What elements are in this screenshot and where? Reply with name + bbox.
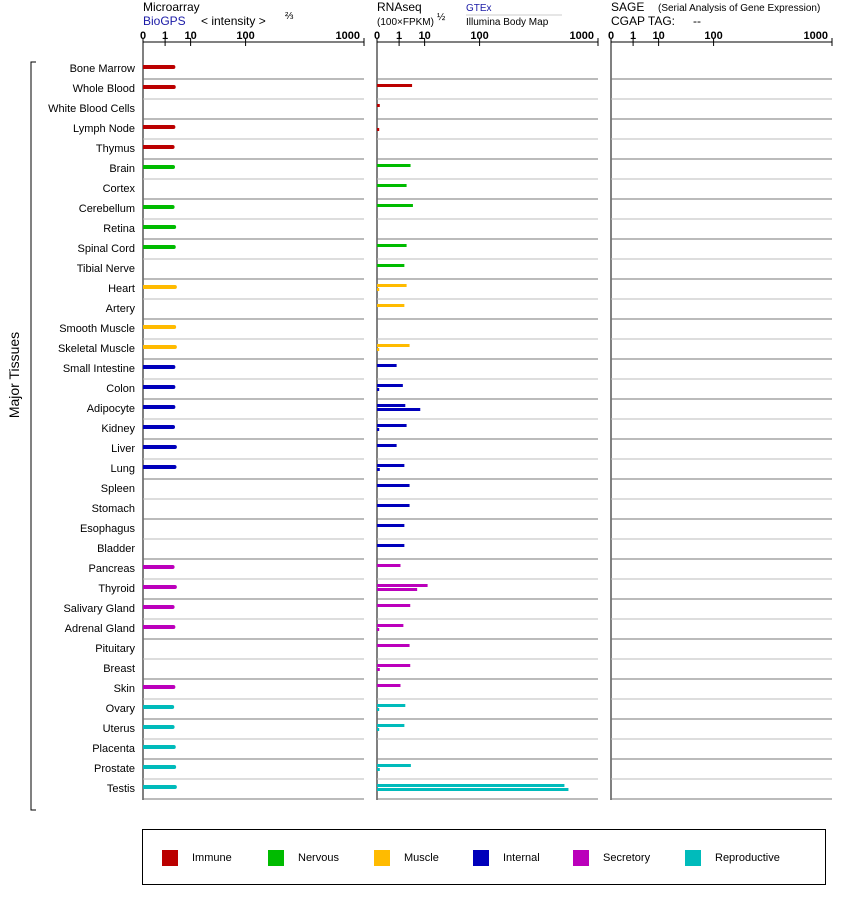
legend-item-nervous bbox=[268, 850, 339, 866]
rnaseq-unit-label: (100×FPKM) bbox=[377, 17, 434, 28]
biogps-bar bbox=[143, 625, 173, 629]
tissue-label[interactable]: Cortex bbox=[102, 183, 135, 195]
rnaseq-title: RNAseq bbox=[377, 0, 422, 14]
tissue-label[interactable]: Salivary Gland bbox=[63, 603, 135, 615]
tissue-label[interactable]: Ovary bbox=[105, 703, 135, 715]
biogps-bar-cap bbox=[171, 565, 175, 569]
gtex-bar bbox=[377, 524, 404, 527]
biogps-bar bbox=[143, 725, 173, 729]
biogps-bar bbox=[143, 125, 173, 129]
gtex-bar bbox=[377, 584, 428, 587]
illumina-bar bbox=[377, 428, 379, 431]
gtex-bar bbox=[377, 564, 400, 567]
biogps-bar-cap bbox=[173, 285, 177, 289]
legend-swatch bbox=[374, 850, 390, 866]
gtex-bar bbox=[377, 404, 405, 407]
gtex-bar bbox=[377, 164, 411, 167]
tissue-label[interactable]: Whole Blood bbox=[72, 83, 135, 95]
microarray-tick-label: 0 bbox=[139, 30, 147, 42]
biogps-bar bbox=[143, 685, 173, 689]
biogps-bar bbox=[143, 425, 173, 429]
tissue-label[interactable]: Prostate bbox=[94, 763, 135, 775]
illumina-bar bbox=[377, 788, 568, 791]
legend-item-reproductive bbox=[685, 850, 780, 866]
biogps-bar bbox=[143, 345, 175, 349]
tissue-label[interactable]: Breast bbox=[103, 663, 135, 675]
rnaseq-tick-label: 1000 bbox=[569, 30, 594, 42]
legend-label: Immune bbox=[192, 852, 232, 864]
biogps-bar-cap bbox=[171, 145, 175, 149]
illumina-bar bbox=[377, 348, 379, 351]
legend-swatch bbox=[473, 850, 489, 866]
tissue-label[interactable]: Adrenal Gland bbox=[64, 623, 135, 635]
rnaseq-tick-label: 0 bbox=[373, 30, 381, 42]
gtex-source-label[interactable]: GTEx bbox=[466, 3, 492, 14]
sage-tick-label: 10 bbox=[652, 30, 665, 42]
gtex-bar bbox=[377, 384, 403, 387]
illumina-source-label: Illumina Body Map bbox=[466, 17, 549, 28]
sage-tick-label: 1 bbox=[630, 30, 637, 42]
legend-item-muscle bbox=[374, 850, 439, 866]
biogps-bar bbox=[143, 385, 173, 389]
intensity-scale-exponent: ⅔ bbox=[285, 11, 294, 22]
microarray-tick-label: 1000 bbox=[335, 30, 360, 42]
tissue-label[interactable]: Placenta bbox=[92, 743, 135, 755]
biogps-bar bbox=[143, 785, 175, 789]
biogps-bar bbox=[143, 165, 173, 169]
cgap-tag-value: -- bbox=[693, 14, 701, 28]
sage-tick-label: 100 bbox=[704, 30, 723, 42]
gtex-bar bbox=[377, 484, 410, 487]
illumina-bar bbox=[377, 708, 379, 711]
biogps-bar bbox=[143, 565, 173, 569]
legend-item-immune bbox=[162, 850, 232, 866]
biogps-bar-cap bbox=[171, 205, 175, 209]
illumina-bar bbox=[377, 728, 379, 731]
biogps-bar bbox=[143, 405, 173, 409]
biogps-bar-cap bbox=[171, 625, 175, 629]
gtex-bar bbox=[377, 464, 404, 467]
rnaseq-tick-label: 10 bbox=[418, 30, 431, 42]
gtex-bar bbox=[377, 764, 411, 767]
gtex-bar bbox=[377, 724, 404, 727]
biogps-bar bbox=[143, 65, 173, 69]
tissue-label[interactable]: Uterus bbox=[102, 723, 135, 735]
gtex-bar bbox=[377, 424, 407, 427]
biogps-bar-cap bbox=[172, 765, 176, 769]
tissue-label[interactable]: Kidney bbox=[101, 423, 135, 435]
legend-item-internal bbox=[473, 850, 540, 866]
biogps-bar bbox=[143, 205, 173, 209]
illumina-bar bbox=[377, 128, 379, 131]
gtex-bar bbox=[377, 644, 410, 647]
biogps-bar bbox=[143, 365, 173, 369]
sage-subtitle: (Serial Analysis of Gene Expression) bbox=[658, 3, 821, 14]
tissue-label[interactable]: Retina bbox=[103, 223, 135, 235]
biogps-bar-cap bbox=[171, 65, 175, 69]
legend bbox=[142, 829, 826, 885]
gtex-bar bbox=[377, 784, 564, 787]
tissues-bracket bbox=[31, 62, 36, 810]
biogps-bar bbox=[143, 705, 172, 709]
tissue-label[interactable]: Small Intestine bbox=[62, 363, 135, 375]
tissue-label[interactable]: Testis bbox=[106, 783, 135, 795]
gtex-bar bbox=[377, 304, 404, 307]
gtex-bar bbox=[377, 624, 403, 627]
microarray-tick-label: 10 bbox=[184, 30, 197, 42]
biogps-bar bbox=[143, 745, 174, 749]
rnaseq-tick-label: 100 bbox=[470, 30, 489, 42]
tissue-label[interactable]: Thymus bbox=[95, 143, 135, 155]
gtex-bar bbox=[377, 504, 410, 507]
tissue-label[interactable]: Pancreas bbox=[88, 563, 135, 575]
biogps-bar-cap bbox=[172, 745, 176, 749]
tissue-label[interactable]: Spinal Cord bbox=[77, 243, 135, 255]
illumina-bar bbox=[377, 388, 379, 391]
gtex-bar bbox=[377, 704, 405, 707]
biogps-bar-cap bbox=[171, 605, 175, 609]
illumina-bar bbox=[377, 668, 380, 671]
tissue-label[interactable]: Artery bbox=[105, 303, 135, 315]
biogps-bar-cap bbox=[171, 405, 175, 409]
tissue-label[interactable]: Colon bbox=[106, 383, 135, 395]
illumina-bar bbox=[377, 628, 379, 631]
tissue-label[interactable]: Spleen bbox=[100, 483, 135, 495]
biogps-bar-cap bbox=[172, 325, 176, 329]
legend-swatch bbox=[685, 850, 701, 866]
biogps-bar-cap bbox=[173, 785, 177, 789]
biogps-bar bbox=[143, 85, 174, 89]
gtex-bar bbox=[377, 244, 407, 247]
legend-label: Muscle bbox=[404, 852, 439, 864]
biogps-bar bbox=[143, 225, 174, 229]
tissue-label[interactable]: Lymph Node bbox=[73, 123, 135, 135]
biogps-bar-cap bbox=[171, 365, 175, 369]
illumina-bar bbox=[377, 288, 379, 291]
tissue-label[interactable]: Lung bbox=[110, 463, 135, 475]
biogps-bar bbox=[143, 245, 174, 249]
tissue-label[interactable]: White Blood Cells bbox=[48, 103, 135, 115]
sage-tick-label: 1000 bbox=[803, 30, 828, 42]
tissue-label[interactable]: Thyroid bbox=[98, 583, 135, 595]
illumina-bar bbox=[377, 468, 380, 471]
biogps-bar bbox=[143, 765, 174, 769]
biogps-bar bbox=[143, 585, 175, 589]
gtex-bar bbox=[377, 364, 397, 367]
biogps-bar bbox=[143, 145, 173, 149]
tissue-label[interactable]: Bone Marrow bbox=[69, 63, 135, 75]
biogps-bar bbox=[143, 325, 174, 329]
legend-swatch bbox=[268, 850, 284, 866]
illumina-bar bbox=[377, 768, 380, 771]
illumina-bar bbox=[377, 588, 417, 591]
y-axis-label: Major Tissues bbox=[6, 331, 22, 419]
legend-item-secretory bbox=[573, 850, 650, 866]
biogps-bar-cap bbox=[171, 425, 175, 429]
gtex-bar bbox=[377, 104, 380, 107]
biogps-bar-cap bbox=[173, 445, 177, 449]
tissue-label[interactable]: Skin bbox=[113, 683, 135, 695]
legend-label: Secretory bbox=[603, 852, 651, 864]
tissue-label[interactable]: Heart bbox=[108, 283, 135, 295]
gtex-bar bbox=[377, 204, 413, 207]
microarray-tick-label: 100 bbox=[236, 30, 255, 42]
biogps-bar-cap bbox=[173, 465, 177, 469]
tissue-label[interactable]: Cerebellum bbox=[78, 203, 135, 215]
tissue-label[interactable]: Tibial Nerve bbox=[76, 263, 135, 275]
gtex-bar bbox=[377, 664, 410, 667]
biogps-bar bbox=[143, 285, 175, 289]
tissue-label[interactable]: Brain bbox=[109, 163, 135, 175]
gtex-bar bbox=[377, 84, 412, 87]
biogps-bar-cap bbox=[172, 245, 176, 249]
biogps-bar-cap bbox=[173, 585, 177, 589]
biogps-bar-cap bbox=[171, 165, 175, 169]
biogps-bar bbox=[143, 445, 175, 449]
rnaseq-tick-label: 1 bbox=[396, 30, 403, 42]
gtex-bar bbox=[377, 184, 407, 187]
legend-label: Internal bbox=[503, 852, 540, 864]
legend-swatch bbox=[162, 850, 178, 866]
rnaseq-unit-exponent: ½ bbox=[437, 12, 446, 23]
tissue-label[interactable]: Stomach bbox=[91, 503, 135, 515]
legend-label: Reproductive bbox=[715, 852, 780, 864]
biogps-bar-cap bbox=[170, 705, 174, 709]
illumina-bar bbox=[377, 408, 420, 411]
biogps-bar-cap bbox=[173, 345, 177, 349]
biogps-bar bbox=[143, 605, 173, 609]
gtex-bar bbox=[377, 344, 410, 347]
gtex-bar bbox=[377, 604, 410, 607]
biogps-bar-cap bbox=[171, 725, 175, 729]
sage-tick-label: 0 bbox=[607, 30, 615, 42]
tissue-label[interactable]: Smooth Muscle bbox=[59, 323, 135, 335]
intensity-scale-label: < intensity > bbox=[201, 14, 266, 28]
legend-swatch bbox=[573, 850, 589, 866]
biogps-bar-cap bbox=[172, 225, 176, 229]
sage-title: SAGE bbox=[611, 0, 645, 14]
microarray-tick-label: 1 bbox=[162, 30, 169, 42]
tissue-label[interactable]: Skeletal Muscle bbox=[57, 343, 135, 355]
cgap-tag-label: CGAP TAG: bbox=[611, 14, 676, 28]
gtex-bar bbox=[377, 444, 397, 447]
microarray-title: Microarray bbox=[143, 0, 200, 14]
biogps-bar-cap bbox=[171, 385, 175, 389]
gtex-bar bbox=[377, 284, 407, 287]
gtex-bar bbox=[377, 684, 400, 687]
biogps-bar-cap bbox=[172, 85, 176, 89]
tissue-label[interactable]: Esophagus bbox=[79, 523, 135, 535]
biogps-source-label[interactable]: BioGPS bbox=[143, 14, 186, 28]
tissue-label[interactable]: Liver bbox=[111, 443, 135, 455]
legend-label: Nervous bbox=[298, 852, 339, 864]
biogps-bar-cap bbox=[171, 685, 175, 689]
tissue-label[interactable]: Pituitary bbox=[95, 643, 135, 655]
gtex-bar bbox=[377, 544, 404, 547]
biogps-bar bbox=[143, 465, 175, 469]
tissue-label[interactable]: Adipocyte bbox=[86, 403, 135, 415]
biogps-bar-cap bbox=[171, 125, 175, 129]
gtex-bar bbox=[377, 264, 404, 267]
tissue-label[interactable]: Bladder bbox=[97, 543, 135, 555]
